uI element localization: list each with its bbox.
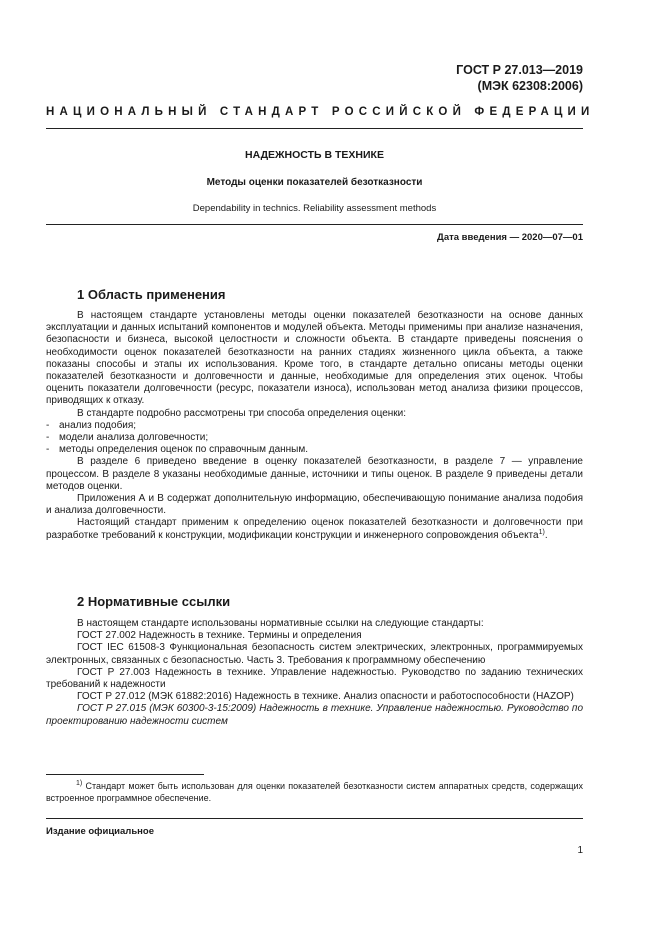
introduction-date: Дата введения — 2020—07—01: [437, 232, 583, 243]
list-dash: -: [46, 432, 50, 444]
list-dash: -: [46, 444, 50, 456]
header-rule: [46, 128, 583, 129]
section-1-paragraph: В настоящем стандарте установлены методы оценки показателей безотказности на основе данных эксплуатации и данных испытаний компонентов и модулей объекта. Методы применимы при анализе назначения, безопасности и бизнеса, высокой целостности и сложности объекта. В стандарте приведены пояснения о необходимости оценок показателей безотказности на ранних стадиях жизненного цикла объекта, а также показаны способы и этапы их использования. Кроме того, в стандарте детально описаны методы оценки показателей безотказности и долговечности и данные, необходимые для определения этих оценок. Чтобы оценить показатели долговечности (ресурс, показатели износа), использован метод анализа физики процессов, приводящих к отказу.: [46, 310, 583, 407]
normative-reference: ГОСТ IEC 61508-3 Функциональная безопасность систем электрических, электронных, программируемых электронных, связанных с безопасностью. Часть 3. Требования к программному обеспечению: [46, 642, 583, 666]
section-1-paragraph: В разделе 6 приведено введение в оценку показателей безотказности, в разделе 7 — управление процессом. В разделе 8 указаны необходимые данные, источники и типы оценок. В разделе 9 приведены детали методов оценки.: [46, 456, 583, 492]
section-1-paragraph: В стандарте подробно рассмотрены три способа определения оценки:: [77, 407, 407, 419]
section-2-heading: 2 Нормативные ссылки: [77, 594, 231, 609]
page-subtitle: Методы оценки показателей безотказности: [206, 177, 423, 188]
page-title: НАДЕЖНОСТЬ В ТЕХНИКЕ: [245, 149, 384, 161]
footnote-mark: 1): [76, 780, 83, 787]
section-1-body: [46, 310, 583, 542]
list-dash: -: [46, 419, 50, 431]
title-rule: [46, 224, 583, 225]
section-1-paragraph: Приложения А и В содержат дополнительную информацию, обеспечивающую понимание анализа подобия и анализа долговечности.: [46, 493, 583, 517]
page-number: 1: [577, 845, 583, 856]
footnote-text: Стандарт может быть использован для оценки показателей безотказности систем аппаратных средств, содержащих встроенное программное обеспечение.: [46, 781, 583, 803]
footnote: [46, 780, 583, 804]
section-2-body: [46, 618, 583, 728]
section-2-intro: В настоящем стандарте использованы нормативные ссылки на следующие стандарты:: [77, 618, 484, 629]
normative-reference: ГОСТ Р 27.003 Надежность в технике. Управление надежностью. Руководство по заданию технических требований к надежности: [46, 666, 583, 691]
official-edition-label: Издание официальное: [46, 826, 154, 837]
list-item: - методы определения оценок по справочным данным.: [46, 444, 309, 456]
normative-reference: ГОСТ 27.002 Надежность в технике. Термины и определения: [77, 630, 362, 642]
iec-number: (МЭК 62308:2006): [477, 79, 583, 93]
english-title: Dependability in technics. Reliability assessment methods: [192, 203, 437, 214]
list-item: - модели анализа долговечности;: [46, 432, 209, 444]
section-1-paragraph: Настоящий стандарт применим к определению оценок показателей безотказности и долговечности при разработке требований к конструкции, модификации конструкции и инженерного сопровождения объекта$^{1)}$.: [46, 517, 583, 541]
footer-rule: [46, 818, 583, 819]
normative-reference: ГОСТ Р 27.012 (МЭК 61882:2016) Надежность в технике. Анализ опасности и работоспособности (HAZOP): [77, 691, 574, 703]
national-standard-banner: НАЦИОНАЛЬНЫЙ СТАНДАРТ РОССИЙСКОЙ ФЕДЕРАЦИИ: [46, 106, 595, 118]
normative-reference: ГОСТ Р 27.015 (МЭК 60300-3-15:2009) Надежность в технике. Управление надежностью. Руководство по проектированию надежности систем: [46, 703, 583, 727]
footnote-ref: 1): [538, 528, 545, 536]
list-item: - анализ подобия;: [46, 419, 137, 431]
std-number: ГОСТ Р 27.013—2019: [456, 63, 583, 77]
footnote-rule: [46, 774, 204, 775]
standard-designation: [456, 62, 583, 94]
section-1-heading: 1 Область применения: [77, 287, 226, 302]
